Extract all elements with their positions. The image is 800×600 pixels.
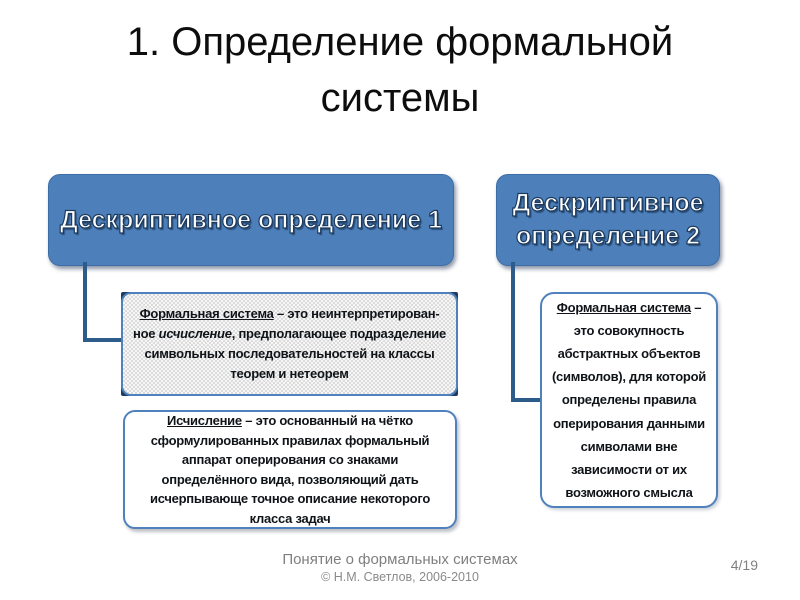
page-number: 4/19 — [730, 557, 758, 573]
definition-text-calculus — [138, 411, 442, 528]
italic-word-calculus: исчисление — [158, 325, 232, 341]
slide-title: 1. Определение формальной системы — [126, 20, 674, 120]
definition-body-formal-system-2: – это совокупность абстрактных объектов (символов), для которой определены правила оперирования данными символами вне зависимости от их возможного смысла — [551, 299, 707, 500]
term-calculus: Исчисление — [167, 413, 242, 428]
definition-text-formal-system-1 — [132, 304, 447, 385]
definition-box-calculus — [123, 410, 457, 529]
term-formal-system-1: Формальная система — [139, 305, 274, 321]
header-box-definition-1 — [48, 174, 454, 266]
definition-body-1a: – это неинтерпретирован-ное — [132, 305, 440, 341]
definition-box-formal-system-1 — [121, 292, 458, 396]
definition-box-formal-system-2 — [540, 292, 718, 508]
connector-left-vertical — [83, 262, 87, 342]
header-label-definition-1: Дескриптивное определение 1 — [59, 205, 443, 234]
header-box-definition-2 — [496, 174, 720, 266]
header-label-definition-2: Дескриптивное определение 2 — [512, 189, 704, 250]
definition-text-formal-system-2 — [548, 296, 710, 504]
definition-body-1b: , предполагающее подразделение символьных последовательностей на классы теорем и нетеорем — [144, 325, 447, 382]
definition-body-calculus: – это основанный на чётко сформулированных правилах формальный аппарат оперирования со знаками определённого вида, позволяющий дать исчерпывающе точное описание некоторого класса задач — [149, 413, 431, 526]
connector-right-vertical — [511, 262, 515, 402]
definition-box-formal-system-1-frame — [121, 292, 458, 396]
footer-course-title: Понятие о формальных системах — [282, 551, 518, 568]
connector-left-horizontal — [83, 338, 125, 342]
connector-right-horizontal — [511, 398, 542, 402]
slide-footer — [0, 551, 800, 585]
term-formal-system-2: Формальная система — [556, 299, 691, 315]
footer-copyright: © Н.М. Светлов, 2006-2010 — [321, 570, 479, 584]
